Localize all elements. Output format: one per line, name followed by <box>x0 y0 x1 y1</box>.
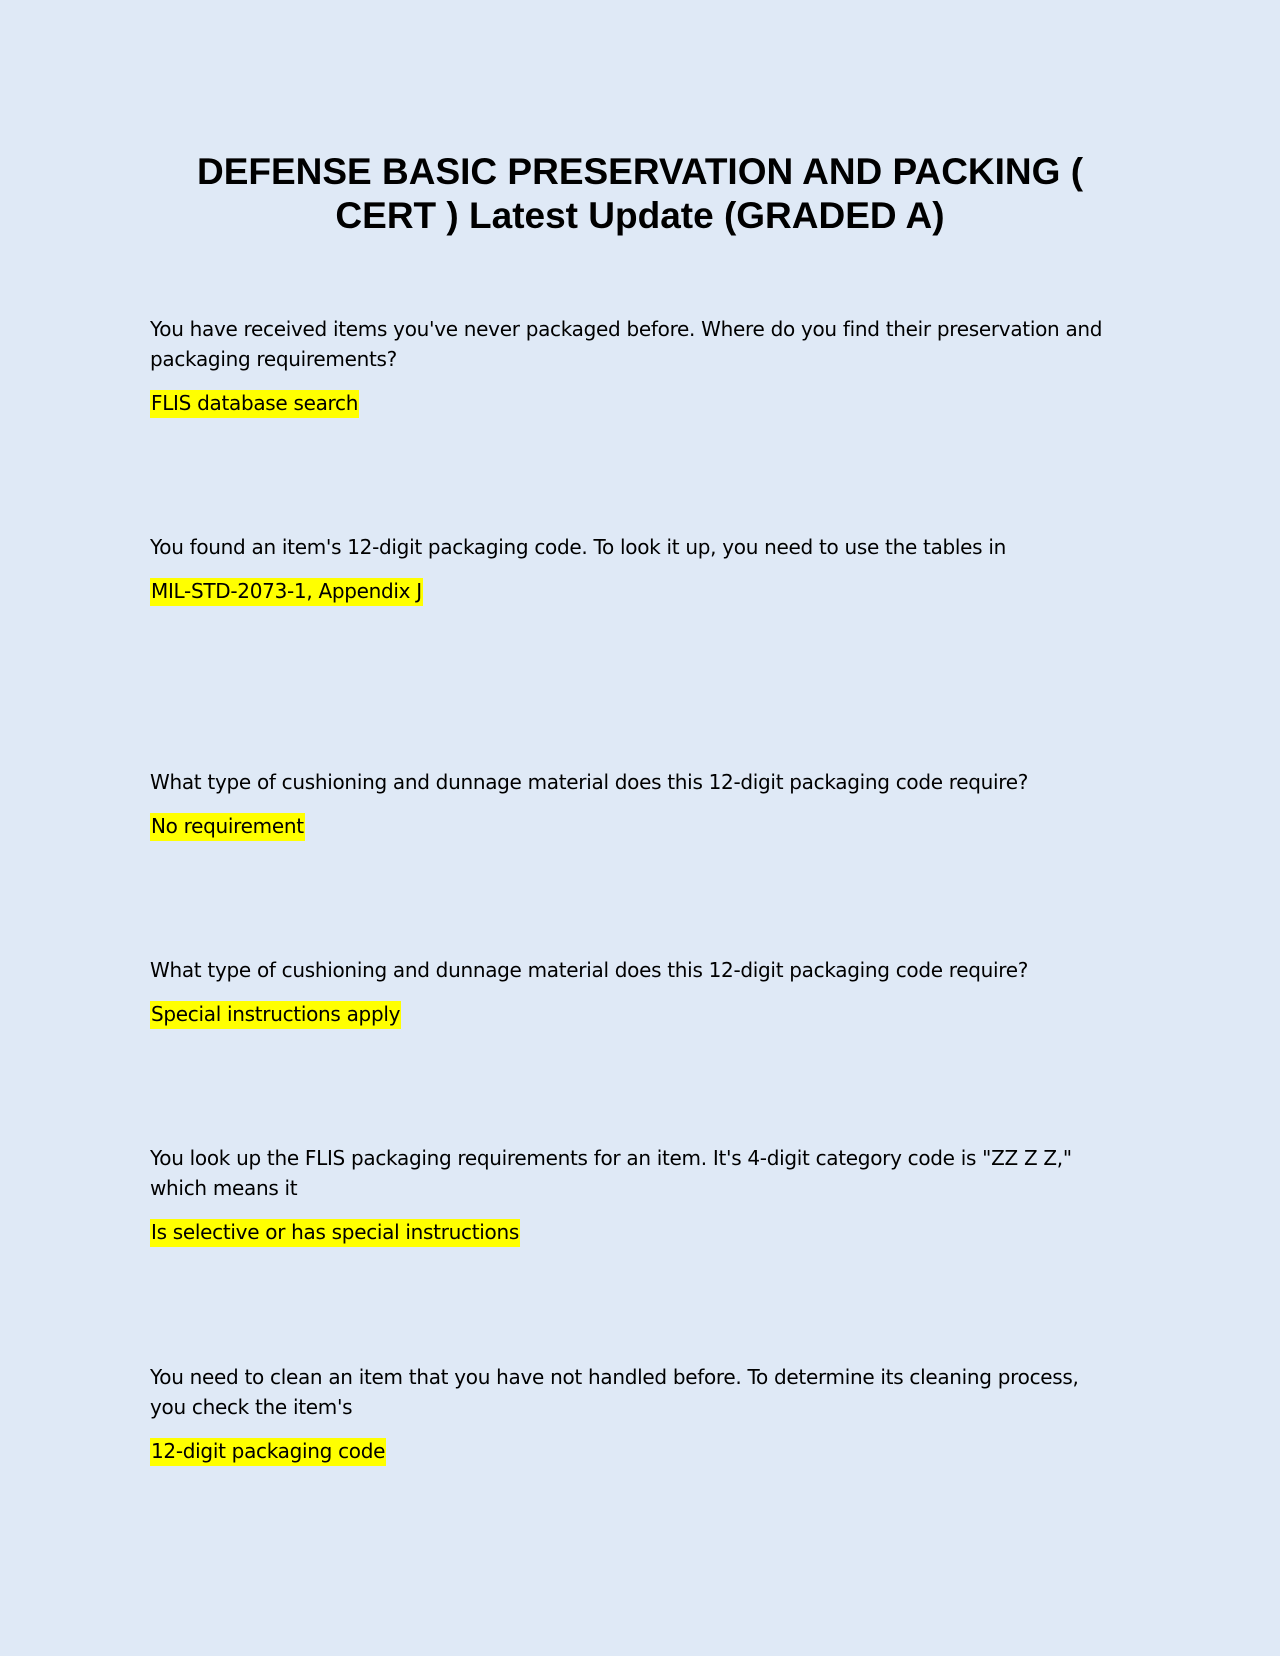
qa-item <box>150 955 1110 1029</box>
qa-item <box>150 314 1110 418</box>
highlighted-answer: Is selective or has special instructions <box>150 1219 520 1247</box>
question-text: You look up the FLIS packaging requirements for an item. It's 4-digit category code is "ZZ Z Z," which means it <box>150 1146 1072 1200</box>
highlighted-answer: FLIS database search <box>150 390 359 418</box>
question-text: You found an item's 12-digit packaging code. To look it up, you need to use the tables in <box>150 535 1006 559</box>
question-text: You need to clean an item that you have not handled before. To determine its cleaning process, you check the item's <box>150 1365 1079 1419</box>
qa-item <box>150 767 1110 841</box>
qa-item <box>150 532 1110 606</box>
highlighted-answer: Special instructions apply <box>150 1001 401 1029</box>
question-text: What type of cushioning and dunnage material does this 12-digit packaging code require? <box>150 958 1029 982</box>
highlighted-answer: No requirement <box>150 813 305 841</box>
qa-item <box>150 1143 1110 1247</box>
question-text: You have received items you've never packaged before. Where do you find their preservation and packaging requirements? <box>150 317 1103 371</box>
qa-item <box>150 1362 1110 1466</box>
page-title: DEFENSE BASIC PRESERVATION AND PACKING ( CERT ) Latest Update (GRADED A) <box>196 151 1084 236</box>
question-text: What type of cushioning and dunnage material does this 12-digit packaging code require? <box>150 770 1029 794</box>
highlighted-answer: 12-digit packaging code <box>150 1438 386 1466</box>
highlighted-answer: MIL-STD-2073-1, Appendix J <box>150 578 423 606</box>
